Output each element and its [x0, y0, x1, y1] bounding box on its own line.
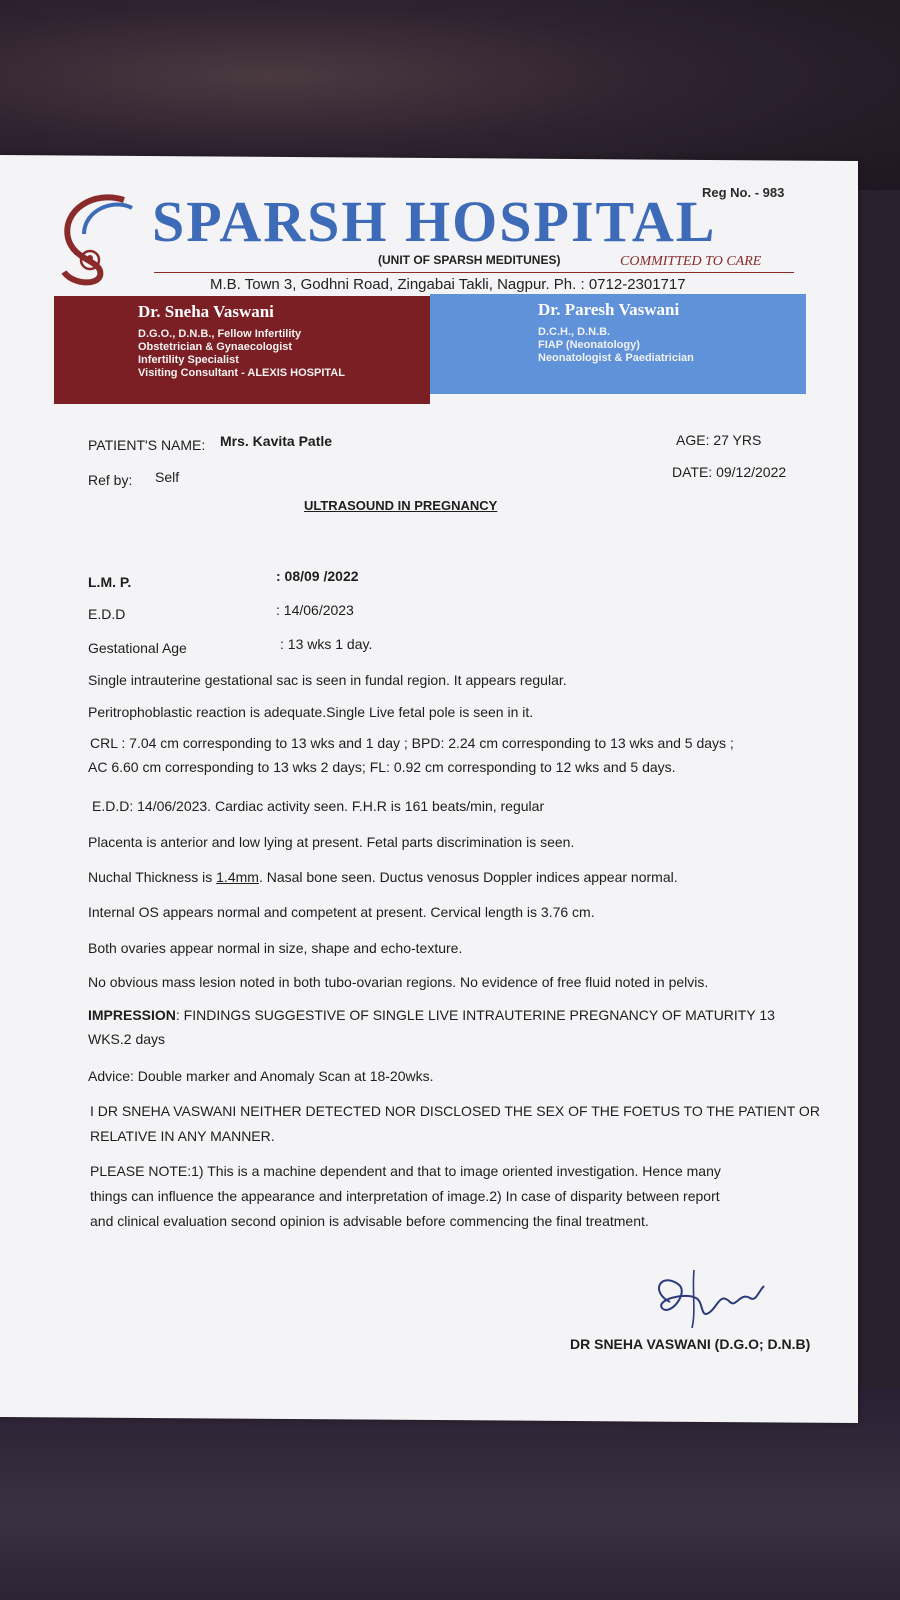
- patient-name-label: PATIENT'S NAME:: [88, 437, 206, 453]
- lmp-value: : 08/09 /2022: [276, 568, 359, 584]
- impression-label: IMPRESSION: [88, 1007, 176, 1023]
- declaration-line-1: I DR SNEHA VASWANI NEITHER DETECTED NOR DISCLOSED THE SEX OF THE FOETUS TO THE PATIENT OR: [90, 1103, 820, 1119]
- doctor-left-line: D.G.O., D.N.B., Fellow Infertility: [138, 328, 302, 340]
- doctor-left-line: Visiting Consultant - ALEXIS HOSPITAL: [138, 367, 345, 379]
- ref-value: Self: [155, 469, 180, 485]
- note-line-3: and clinical evaluation second opinion is advisable before commencing the final treatment.: [90, 1213, 649, 1229]
- finding-fetal-pole: Peritrophoblastic reaction is adequate.Single Live fetal pole is seen in it.: [88, 704, 534, 720]
- finding-cervix: Internal OS appears normal and competent at present. Cervical length is 3.76 cm.: [88, 904, 595, 920]
- finding-biometry-1: CRL : 7.04 cm corresponding to 13 wks and 1 day ; BPD: 2.24 cm corresponding to 13 wks and 5 days ;: [90, 735, 734, 751]
- reg-number: Reg No. - 983: [702, 185, 785, 200]
- gestational-age-value: : 13 wks 1 day.: [280, 636, 373, 652]
- finding-placenta: Placenta is anterior and low lying at present. Fetal parts discrimination is seen.: [88, 834, 575, 850]
- declaration-line-2: RELATIVE IN ANY MANNER.: [90, 1128, 275, 1144]
- finding-nuchal: [88, 868, 678, 887]
- nuchal-value: 1.4mm: [216, 869, 259, 885]
- impression-text: : FINDINGS SUGGESTIVE OF SINGLE LIVE INTRAUTERINE PREGNANCY OF MATURITY 13: [175, 1007, 775, 1023]
- patient-name-value: Mrs. Kavita Patle: [220, 433, 333, 449]
- ref-label: Ref by:: [88, 472, 133, 488]
- doctor-right-line: FIAP (Neonatology): [538, 339, 640, 351]
- doctor-panel-right: [430, 294, 806, 394]
- edd-label: E.D.D: [88, 606, 126, 622]
- signatory-name: DR SNEHA VASWANI (D.G.O; D.N.B): [570, 1336, 811, 1352]
- hospital-tagline: COMMITTED TO CARE: [620, 254, 762, 269]
- note-line-2: things can influence the appearance and interpretation of image.2) In case of disparity between report: [90, 1188, 720, 1204]
- finding-ovaries: Both ovaries appear normal in size, shape and echo-texture.: [88, 940, 463, 956]
- doctor-right-line: D.C.H., D.N.B.: [538, 326, 611, 338]
- doctor-left-line: Infertility Specialist: [138, 354, 239, 366]
- finding-biometry-2: AC 6.60 cm corresponding to 13 wks 2 days; FL: 0.92 cm corresponding to 12 wks and 5 days.: [88, 759, 676, 775]
- impression: [88, 1006, 775, 1025]
- finding-cardiac: E.D.D: 14/06/2023. Cardiac activity seen. F.H.R is 161 beats/min, regular: [92, 798, 545, 814]
- doctor-panel-left: [54, 296, 430, 404]
- hospital-unit: (UNIT OF SPARSH MEDITUNES): [378, 253, 561, 267]
- hospital-name: SPARSH HOSPITAL: [152, 189, 717, 254]
- nuchal-pre: Nuchal Thickness is: [88, 869, 217, 885]
- edd-value: : 14/06/2023: [276, 602, 354, 618]
- finding-tubo-ovarian: No obvious mass lesion noted in both tubo-ovarian regions. No evidence of free fluid noted in pelvis.: [88, 974, 709, 990]
- doctor-name-right: Dr. Paresh Vaswani: [538, 300, 680, 319]
- doctor-left-line: Obstetrician & Gynaecologist: [138, 341, 293, 353]
- advice: Advice: Double marker and Anomaly Scan at 18-20wks.: [88, 1068, 434, 1084]
- doctor-right-line: Neonatologist & Paediatrician: [538, 352, 694, 364]
- finding-sac: Single intrauterine gestational sac is seen in fundal region. It appears regular.: [88, 672, 567, 688]
- gestational-age-label: Gestational Age: [88, 640, 187, 656]
- report-title: ULTRASOUND IN PREGNANCY: [304, 498, 498, 513]
- report-date: DATE: 09/12/2022: [672, 464, 787, 480]
- hospital-address: M.B. Town 3, Godhni Road, Zingabai Takli, Nagpur. Ph. : 0712-2301717: [210, 276, 686, 293]
- doctor-name-left: Dr. Sneha Vaswani: [138, 302, 274, 321]
- header-rule: [154, 272, 794, 273]
- lmp-label: L.M. P.: [88, 574, 132, 590]
- hospital-logo-icon: [54, 190, 146, 286]
- impression-continued: WKS.2 days: [88, 1031, 166, 1047]
- signature-icon: [640, 1262, 770, 1332]
- nuchal-post: . Nasal bone seen. Ductus venosus Doppler indices appear normal.: [258, 869, 678, 885]
- note-line-1: PLEASE NOTE:1) This is a machine dependent and that to image oriented investigation. Hence many: [90, 1163, 721, 1179]
- patient-age: AGE: 27 YRS: [676, 432, 762, 448]
